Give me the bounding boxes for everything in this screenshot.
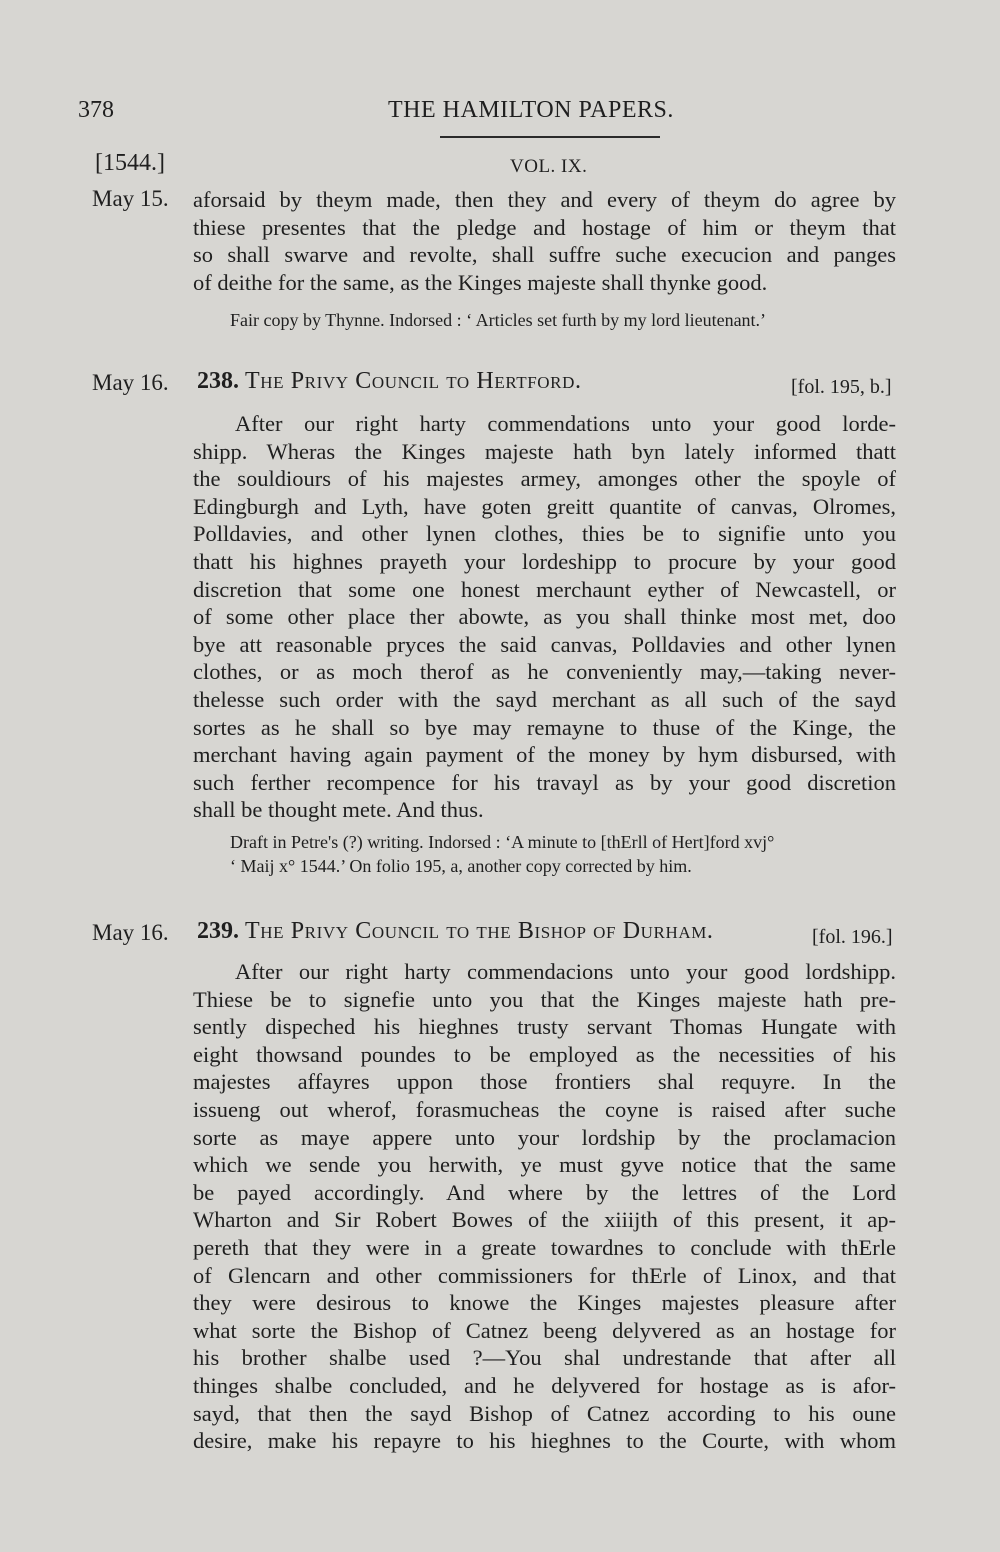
text-line: sently dispeched his hieghnes trusty servant Thomas Hungate with — [193, 1014, 896, 1040]
text-line: of some other place ther abowte, as you shall thinke most met, doo — [193, 604, 896, 630]
text-line: discretion that some one honest merchaunt eyther of Newcastell, or — [193, 576, 896, 602]
text-line: thelesse such order with the sayd merchant as all such of the sayd — [193, 686, 896, 712]
text-line: shall be thought mete. And thus. — [193, 797, 484, 823]
text-line: After our right harty commendations unto your good lorde- — [235, 411, 896, 436]
text-line: majestes affayres uppon those frontiers shal requyre. In the — [193, 1069, 896, 1095]
text-line: of deithe for the same, as the Kinges majeste shall thynke good. — [193, 269, 768, 295]
continuation-text — [193, 186, 896, 296]
text-line: thatt his highnes prayeth your lordeshipp to procure by your good — [193, 548, 896, 574]
letter-text — [193, 958, 896, 1455]
letter-title: The Privy Council to the Bishop of Durham. — [245, 918, 714, 944]
running-title: THE HAMILTON PAPERS. — [388, 97, 674, 123]
text-line: Wharton and Sir Robert Bowes of the xiiijth of this present, it ap- — [193, 1207, 896, 1233]
text-line: merchant having again payment of the money by hym disbursed, with — [193, 742, 896, 768]
text-line: of Glencarn and other commissioners for thErle of Linox, and that — [193, 1262, 896, 1288]
text-line: shipp. Wheras the Kinges majeste hath byn lately informed thatt — [193, 438, 896, 464]
text-line: sortes as he shall so bye may remayne to thuse of the Kinge, the — [193, 714, 896, 740]
letter-number: 239. — [197, 918, 239, 944]
text-line: they were desirous to knowe the Kinges majestes pleasure after — [193, 1290, 896, 1316]
editorial-note: ‘ Maij x° 1544.’ On folio 195, a, another copy corrected by him. — [230, 856, 692, 876]
editorial-note: Draft in Petre's (?) writing. Indorsed : ‘A minute to [thErll of Hert]ford xvj° — [230, 832, 775, 852]
letter-heading — [197, 368, 582, 395]
title-rule — [440, 136, 660, 138]
text-line: the souldiours of his majestes armey, amonges other the spoyle of — [193, 466, 896, 492]
text-line: be payed accordingly. And where by the lettres of the Lord — [193, 1179, 896, 1205]
text-line: Thiese be to signefie unto you that the Kinges majeste hath pre- — [193, 986, 896, 1012]
margin-date: May 16. — [92, 920, 169, 945]
text-line: sorte as maye appere unto your lordship by the proclamacion — [193, 1124, 896, 1150]
folio-reference: [fol. 196.] — [812, 926, 893, 948]
text-line: pereth that they were in a greate towardnes to conclude with thErle — [193, 1234, 896, 1260]
text-line: what sorte the Bishop of Catnez beeng delyvered as an hostage for — [193, 1317, 896, 1343]
text-line: bye att reasonable pryces the said canvas, Polldavies and other lynen — [193, 631, 896, 657]
year-marker: [1544.] — [95, 150, 165, 176]
text-line: thinges shalbe concluded, and he delyvered for hostage as is afor- — [193, 1372, 896, 1398]
text-line: Polldavies, and other lynen clothes, thies be to signifie unto you — [193, 521, 896, 547]
editorial-note: Fair copy by Thynne. Indorsed : ‘ Articles set furth by my lord lieutenant.’ — [230, 310, 767, 330]
text-line: sayd, that then the sayd Bishop of Catnez according to his oune — [193, 1400, 896, 1426]
volume-label: VOL. IX. — [510, 156, 588, 177]
text-line: issueng out wherof, forasmucheas the coyne is raised after suche — [193, 1096, 896, 1122]
text-line: which we sende you herwith, ye must gyve notice that the same — [193, 1152, 896, 1178]
text-line: Edingburgh and Lyth, have goten greitt quantite of canvas, Olromes, — [193, 493, 896, 519]
text-line: eight thowsand poundes to be employed as the necessities of his — [193, 1041, 896, 1067]
text-line: thiese presentes that the pledge and hostage of him or theym that — [193, 214, 896, 240]
letter-title: The Privy Council to Hertford. — [245, 368, 582, 394]
text-line: such ferther recompence for his travayl as by your good discretion — [193, 769, 896, 795]
letter-heading — [197, 918, 714, 945]
letter-number: 238. — [197, 368, 239, 394]
text-line: desire, make his repayre to his hieghnes to the Courte, with whom — [193, 1428, 896, 1454]
margin-date: May 15. — [92, 186, 169, 211]
letter-text — [193, 410, 896, 824]
page-number: 378 — [78, 97, 114, 123]
text-line: After our right harty commendacions unto your good lordshipp. — [235, 959, 896, 984]
text-line: so shall swarve and revolte, shall suffre suche execucion and panges — [193, 242, 896, 268]
folio-reference: [fol. 195, b.] — [791, 376, 892, 398]
text-line: his brother shalbe used ?—You shal undrestande that after all — [193, 1345, 896, 1371]
text-line: clothes, or as moch therof as he conveniently may,—taking never- — [193, 659, 896, 685]
margin-date: May 16. — [92, 370, 169, 395]
text-line: aforsaid by theym made, then they and every of theym do agree by — [193, 187, 896, 212]
